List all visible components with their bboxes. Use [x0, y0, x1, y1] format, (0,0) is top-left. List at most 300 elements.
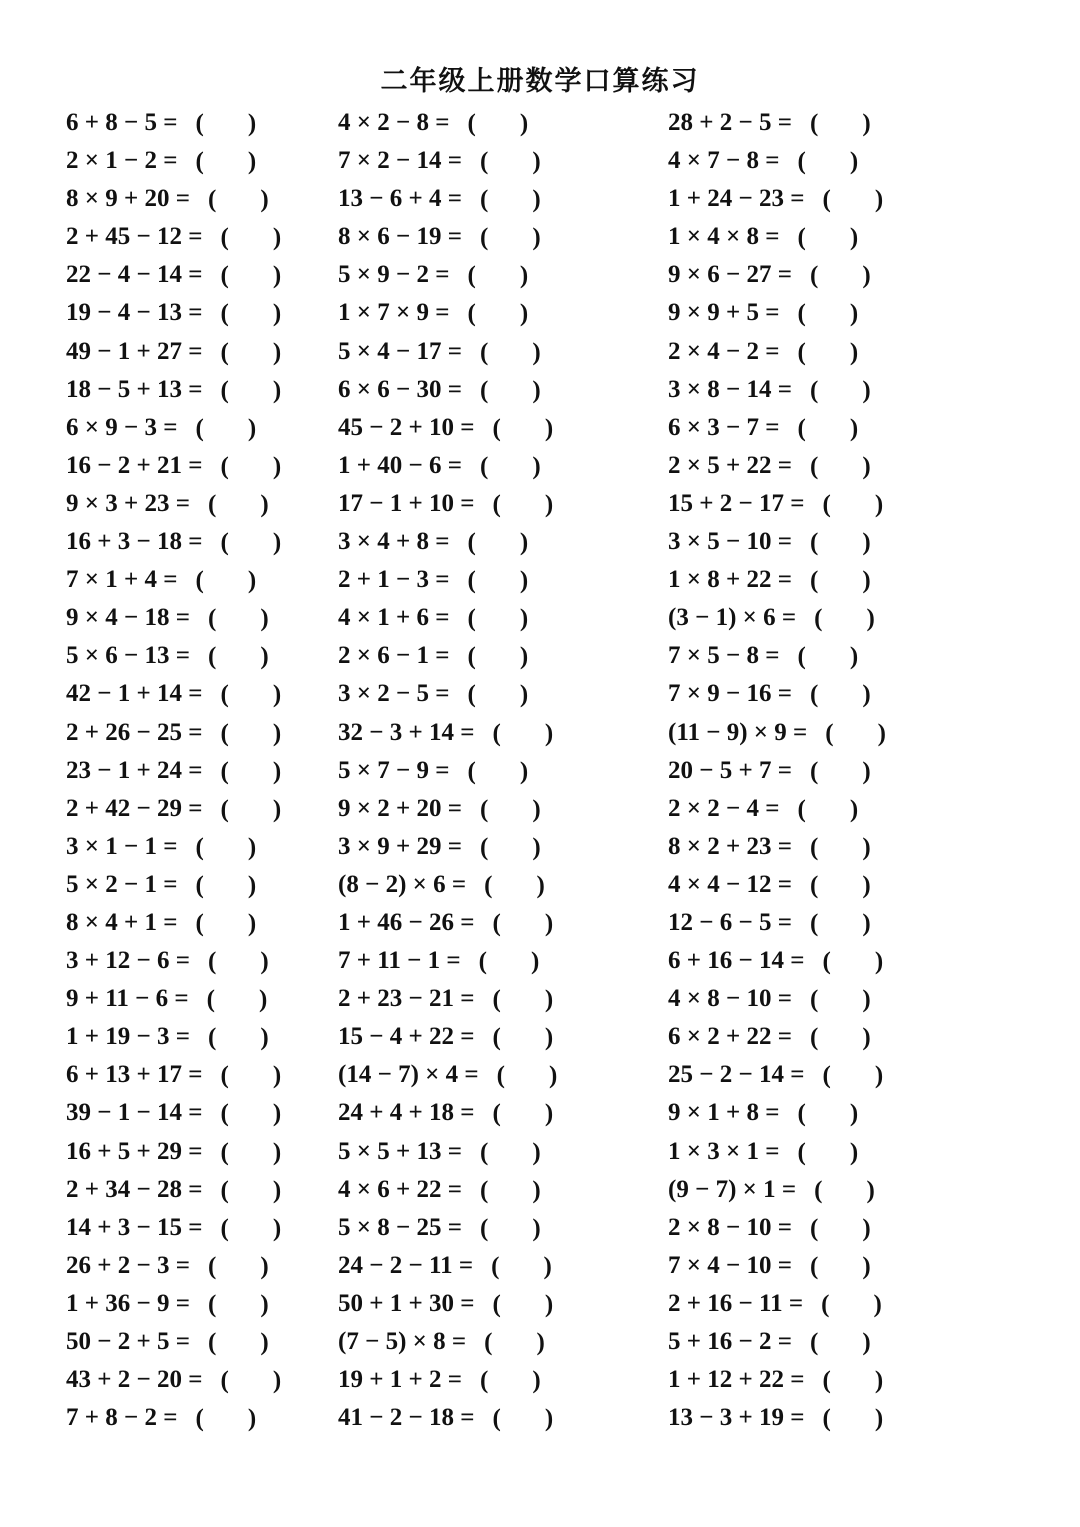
answer-field[interactable] [491, 1246, 552, 1286]
answer-blank[interactable] [501, 1398, 545, 1426]
answer-blank[interactable] [492, 1322, 536, 1350]
close-paren: ) [532, 452, 541, 480]
answer-field[interactable] [810, 255, 871, 295]
answer-field[interactable] [468, 522, 529, 562]
close-paren: ) [272, 1176, 282, 1204]
answer-field[interactable] [814, 1170, 875, 1210]
answer-field[interactable] [798, 408, 859, 448]
answer-blank[interactable] [488, 827, 532, 855]
answer-field[interactable] [493, 484, 554, 524]
answer-blank[interactable] [476, 522, 520, 550]
answer-field[interactable] [221, 217, 282, 257]
answer-blank[interactable] [806, 408, 850, 436]
answer-blank[interactable] [818, 370, 862, 398]
answer-field[interactable] [480, 1208, 541, 1248]
answer-field[interactable] [493, 1284, 554, 1324]
answer-field[interactable] [221, 446, 282, 486]
answer-field[interactable] [493, 713, 554, 753]
close-paren: ) [519, 757, 529, 785]
answer-blank[interactable] [476, 751, 520, 779]
answer-field[interactable] [493, 408, 554, 448]
answer-field[interactable] [810, 674, 871, 714]
answer-blank[interactable] [476, 636, 520, 664]
answer-field[interactable] [468, 674, 529, 714]
answer-blank[interactable] [229, 446, 273, 474]
answer-blank[interactable] [488, 789, 532, 817]
answer-blank[interactable] [806, 141, 850, 169]
problem-expression: 50 + 1 + 30 = [338, 1289, 475, 1317]
open-paren: ( [797, 643, 806, 671]
problem-expression: 5 + 16 − 2 = [668, 1328, 792, 1355]
answer-field[interactable] [493, 1093, 554, 1133]
answer-field[interactable] [823, 179, 884, 219]
answer-blank[interactable] [818, 979, 862, 1007]
answer-blank[interactable] [229, 1055, 273, 1083]
answer-blank[interactable] [488, 370, 532, 398]
answer-field[interactable] [810, 1246, 871, 1286]
answer-blank[interactable] [501, 1284, 545, 1312]
answer-field[interactable] [798, 293, 859, 333]
answer-field[interactable] [468, 255, 529, 295]
close-paren: ) [272, 300, 282, 328]
close-paren: ) [544, 1405, 554, 1433]
answer-blank[interactable] [204, 1398, 248, 1426]
problem-item [66, 1094, 281, 1132]
answer-field[interactable] [480, 1132, 541, 1172]
answer-blank[interactable] [204, 408, 248, 436]
answer-field[interactable] [468, 293, 529, 333]
answer-blank[interactable] [216, 1017, 260, 1045]
problem-row [0, 980, 1080, 1018]
open-paren: ( [195, 1405, 204, 1433]
answer-field[interactable] [493, 903, 554, 943]
problem-expression: 14 + 3 − 15 = [66, 1213, 203, 1241]
answer-field[interactable] [221, 1208, 282, 1248]
open-paren: ( [810, 833, 819, 861]
answer-field[interactable] [798, 332, 859, 372]
problem-row [0, 828, 1080, 866]
problem-item [338, 256, 528, 294]
open-paren: ( [208, 1290, 217, 1318]
answer-blank[interactable] [806, 217, 850, 245]
answer-field[interactable] [798, 789, 859, 829]
answer-blank[interactable] [831, 1055, 875, 1083]
problem-item [66, 1247, 269, 1285]
problem-item [668, 180, 883, 218]
answer-blank[interactable] [229, 1208, 273, 1236]
problem-item [66, 1399, 256, 1437]
answer-blank[interactable] [818, 903, 862, 931]
open-paren: ( [467, 605, 476, 633]
open-paren: ( [467, 529, 476, 557]
open-paren: ( [220, 262, 229, 290]
answer-blank[interactable] [229, 713, 273, 741]
open-paren: ( [195, 871, 204, 899]
answer-blank[interactable] [216, 598, 260, 626]
open-paren: ( [825, 719, 834, 747]
answer-field[interactable] [480, 217, 541, 257]
problem-item [66, 180, 269, 218]
answer-field[interactable] [480, 789, 541, 829]
answer-blank[interactable] [476, 560, 520, 588]
problem-expression: 6 + 13 + 17 = [66, 1061, 203, 1089]
answer-field[interactable] [484, 1322, 545, 1362]
open-paren: ( [810, 1329, 819, 1356]
answer-field[interactable] [221, 713, 282, 753]
answer-field[interactable] [798, 141, 859, 181]
answer-blank[interactable] [204, 141, 248, 169]
answer-field[interactable] [468, 103, 529, 143]
answer-field[interactable] [196, 408, 257, 448]
answer-field[interactable] [221, 751, 282, 791]
open-paren: ( [496, 1062, 505, 1090]
answer-blank[interactable] [216, 941, 260, 969]
answer-blank[interactable] [229, 1360, 273, 1388]
answer-field[interactable] [810, 1322, 871, 1362]
answer-field[interactable] [480, 827, 541, 867]
problem-item [338, 104, 528, 142]
close-paren: ) [260, 1024, 269, 1052]
answer-field[interactable] [221, 1360, 282, 1400]
open-paren: ( [195, 567, 204, 595]
answer-field[interactable] [480, 1170, 541, 1210]
answer-blank[interactable] [229, 370, 273, 398]
problem-row [0, 561, 1080, 599]
answer-blank[interactable] [806, 332, 850, 360]
answer-blank[interactable] [229, 332, 273, 360]
answer-field[interactable] [208, 598, 269, 638]
answer-field[interactable] [480, 446, 541, 486]
answer-blank[interactable] [818, 751, 862, 779]
answer-field[interactable] [221, 1055, 282, 1095]
answer-field[interactable] [798, 1132, 859, 1172]
answer-blank[interactable] [505, 1055, 549, 1083]
answer-blank[interactable] [806, 293, 850, 321]
answer-blank[interactable] [501, 484, 545, 512]
answer-blank[interactable] [488, 332, 532, 360]
answer-blank[interactable] [488, 217, 532, 245]
answer-blank[interactable] [216, 179, 260, 207]
problem-row [0, 294, 1080, 332]
problem-row [0, 790, 1080, 828]
open-paren: ( [467, 110, 476, 137]
problem-item [66, 294, 281, 332]
answer-blank[interactable] [818, 255, 862, 283]
answer-field[interactable] [468, 751, 529, 791]
answer-field[interactable] [479, 941, 540, 981]
answer-blank[interactable] [818, 103, 862, 131]
answer-field[interactable] [468, 636, 529, 676]
answer-blank[interactable] [818, 1246, 862, 1274]
answer-blank[interactable] [818, 827, 862, 855]
problem-expression: 3 × 1 − 1 = [66, 832, 178, 860]
answer-field[interactable] [798, 1093, 859, 1133]
answer-field[interactable] [208, 179, 269, 219]
answer-field[interactable] [825, 713, 886, 753]
answer-field[interactable] [221, 370, 282, 410]
problem-item [338, 1361, 541, 1399]
answer-blank[interactable] [476, 674, 520, 702]
problem-expression: 1 + 24 − 23 = [668, 185, 805, 213]
answer-field[interactable] [814, 598, 875, 638]
answer-field[interactable] [810, 903, 871, 943]
answer-blank[interactable] [229, 217, 273, 245]
problem-row [0, 1094, 1080, 1132]
answer-field[interactable] [810, 979, 871, 1019]
close-paren: ) [544, 909, 554, 937]
answer-blank[interactable] [501, 1017, 545, 1045]
answer-blank[interactable] [818, 446, 862, 474]
answer-field[interactable] [480, 370, 541, 410]
answer-blank[interactable] [204, 103, 248, 131]
close-paren: ) [258, 986, 268, 1014]
answer-blank[interactable] [818, 1322, 862, 1350]
answer-blank[interactable] [501, 979, 545, 1007]
answer-field[interactable] [484, 865, 545, 905]
answer-blank[interactable] [831, 1398, 875, 1426]
answer-field[interactable] [810, 751, 871, 791]
answer-field[interactable] [480, 141, 541, 181]
answer-blank[interactable] [831, 1360, 875, 1388]
answer-field[interactable] [196, 1398, 257, 1438]
answer-blank[interactable] [818, 674, 862, 702]
problem-item [66, 1323, 269, 1361]
answer-blank[interactable] [476, 255, 520, 283]
open-paren: ( [810, 452, 819, 480]
problem-expression: 2 + 45 − 12 = [66, 223, 203, 251]
close-paren: ) [260, 186, 269, 214]
answer-blank[interactable] [229, 255, 273, 283]
answer-blank[interactable] [818, 1017, 862, 1045]
answer-blank[interactable] [488, 1208, 532, 1236]
problem-item [668, 980, 871, 1018]
answer-field[interactable] [823, 1360, 884, 1400]
answer-blank[interactable] [829, 1284, 873, 1312]
answer-blank[interactable] [818, 522, 862, 550]
problem-row [0, 142, 1080, 180]
answer-field[interactable] [810, 865, 871, 905]
problem-expression: 6 × 3 − 7 = [668, 413, 780, 441]
answer-blank[interactable] [229, 522, 273, 550]
close-paren: ) [543, 1252, 552, 1280]
answer-field[interactable] [810, 522, 871, 562]
answer-blank[interactable] [818, 560, 862, 588]
answer-field[interactable] [810, 1017, 871, 1057]
answer-field[interactable] [196, 903, 257, 943]
open-paren: ( [810, 262, 819, 290]
answer-blank[interactable] [501, 408, 545, 436]
answer-field[interactable] [221, 674, 282, 714]
answer-blank[interactable] [831, 484, 875, 512]
problem-expression: 1 + 46 − 26 = [338, 908, 475, 936]
problem-expression: 15 + 2 − 17 = [668, 489, 805, 517]
problem-item [338, 1247, 552, 1285]
answer-blank[interactable] [488, 1132, 532, 1160]
problem-item [668, 904, 871, 942]
problem-row [0, 675, 1080, 713]
answer-field[interactable] [810, 370, 871, 410]
answer-field[interactable] [810, 446, 871, 486]
close-paren: ) [532, 186, 541, 214]
problem-item [338, 599, 528, 637]
open-paren: ( [467, 567, 476, 595]
problem-item [66, 866, 256, 904]
close-paren: ) [874, 490, 884, 518]
problem-expression: 28 + 2 − 5 = [668, 109, 792, 136]
answer-blank[interactable] [476, 293, 520, 321]
problem-expression: 9 × 9 + 5 = [668, 299, 780, 327]
answer-blank[interactable] [822, 598, 866, 626]
answer-field[interactable] [221, 332, 282, 372]
problem-item [338, 980, 553, 1018]
close-paren: ) [519, 529, 529, 557]
answer-field[interactable] [821, 1284, 882, 1324]
answer-field[interactable] [810, 1208, 871, 1248]
answer-field[interactable] [196, 560, 257, 600]
answer-field[interactable] [196, 865, 257, 905]
problem-row [0, 1056, 1080, 1094]
problem-expression: 22 − 4 − 14 = [66, 261, 203, 289]
answer-blank[interactable] [476, 598, 520, 626]
answer-blank[interactable] [229, 751, 273, 779]
answer-blank[interactable] [215, 979, 259, 1007]
answer-blank[interactable] [204, 827, 248, 855]
answer-blank[interactable] [229, 1093, 273, 1121]
answer-blank[interactable] [229, 1132, 273, 1160]
problem-item [338, 904, 553, 942]
close-paren: ) [544, 719, 554, 747]
answer-field[interactable] [221, 789, 282, 829]
answer-blank[interactable] [806, 1132, 850, 1160]
answer-field[interactable] [468, 560, 529, 600]
close-paren: ) [532, 338, 541, 366]
problem-row [0, 523, 1080, 561]
answer-blank[interactable] [831, 941, 875, 969]
answer-blank[interactable] [216, 1284, 260, 1312]
answer-blank[interactable] [488, 179, 532, 207]
answer-field[interactable] [823, 1398, 884, 1438]
problem-item [66, 599, 269, 637]
answer-blank[interactable] [822, 1170, 866, 1198]
close-paren: ) [272, 795, 282, 823]
answer-blank[interactable] [806, 1093, 850, 1121]
answer-field[interactable] [823, 484, 884, 524]
problem-expression: 1 × 4 × 8 = [668, 223, 780, 251]
problem-item [338, 790, 541, 828]
answer-blank[interactable] [806, 789, 850, 817]
answer-field[interactable] [221, 1132, 282, 1172]
problem-expression: 3 × 9 + 29 = [338, 832, 462, 860]
answer-field[interactable] [207, 979, 268, 1019]
close-paren: ) [532, 148, 541, 176]
problem-item [668, 1171, 875, 1209]
answer-blank[interactable] [806, 636, 850, 664]
answer-field[interactable] [798, 217, 859, 257]
answer-field[interactable] [480, 332, 541, 372]
answer-blank[interactable] [831, 179, 875, 207]
answer-blank[interactable] [216, 1322, 260, 1350]
answer-field[interactable] [221, 522, 282, 562]
answer-field[interactable] [798, 636, 859, 676]
answer-blank[interactable] [818, 865, 862, 893]
open-paren: ( [220, 224, 229, 252]
answer-blank[interactable] [488, 446, 532, 474]
answer-blank[interactable] [488, 1360, 532, 1388]
answer-blank[interactable] [834, 713, 878, 741]
answer-blank[interactable] [216, 1246, 260, 1274]
answer-field[interactable] [823, 941, 884, 981]
answer-field[interactable] [810, 827, 871, 867]
answer-blank[interactable] [488, 1170, 532, 1198]
answer-blank[interactable] [499, 1246, 543, 1274]
answer-field[interactable] [196, 141, 257, 181]
problem-expression: 25 − 2 − 14 = [668, 1061, 805, 1089]
answer-field[interactable] [208, 484, 269, 524]
answer-blank[interactable] [488, 141, 532, 169]
answer-blank[interactable] [501, 713, 545, 741]
answer-field[interactable] [208, 636, 269, 676]
answer-field[interactable] [810, 103, 871, 143]
answer-blank[interactable] [229, 1170, 273, 1198]
problem-expression: (14 − 7) × 4 = [338, 1061, 479, 1089]
answer-blank[interactable] [229, 293, 273, 321]
answer-field[interactable] [221, 1170, 282, 1210]
answer-blank[interactable] [216, 636, 260, 664]
answer-blank[interactable] [216, 484, 260, 512]
close-paren: ) [260, 1290, 269, 1318]
answer-field[interactable] [196, 103, 257, 143]
answer-blank[interactable] [501, 903, 545, 931]
close-paren: ) [247, 148, 257, 176]
answer-field[interactable] [208, 1246, 269, 1286]
answer-field[interactable] [221, 1093, 282, 1133]
answer-blank[interactable] [487, 941, 531, 969]
answer-field[interactable] [208, 941, 269, 981]
answer-blank[interactable] [492, 865, 536, 893]
answer-blank[interactable] [204, 560, 248, 588]
open-paren: ( [484, 871, 493, 899]
answer-field[interactable] [221, 293, 282, 333]
open-paren: ( [492, 1100, 501, 1128]
answer-blank[interactable] [204, 865, 248, 893]
answer-field[interactable] [493, 979, 554, 1019]
answer-blank[interactable] [476, 103, 520, 131]
answer-field[interactable] [208, 1322, 269, 1362]
answer-field[interactable] [196, 827, 257, 867]
close-paren: ) [260, 490, 269, 518]
answer-field[interactable] [208, 1017, 269, 1057]
answer-field[interactable] [480, 1360, 541, 1400]
answer-field[interactable] [468, 598, 529, 638]
problem-item [338, 218, 541, 256]
answer-field[interactable] [823, 1055, 884, 1095]
answer-field[interactable] [221, 255, 282, 295]
answer-blank[interactable] [229, 674, 273, 702]
answer-field[interactable] [497, 1055, 558, 1095]
answer-blank[interactable] [229, 789, 273, 817]
answer-blank[interactable] [204, 903, 248, 931]
answer-field[interactable] [480, 179, 541, 219]
open-paren: ( [467, 681, 476, 709]
answer-field[interactable] [493, 1398, 554, 1438]
answer-blank[interactable] [818, 1208, 862, 1236]
problem-item [338, 371, 541, 409]
answer-blank[interactable] [501, 1093, 545, 1121]
answer-field[interactable] [810, 560, 871, 600]
close-paren: ) [873, 1290, 882, 1318]
answer-field[interactable] [493, 1017, 554, 1057]
answer-field[interactable] [208, 1284, 269, 1324]
